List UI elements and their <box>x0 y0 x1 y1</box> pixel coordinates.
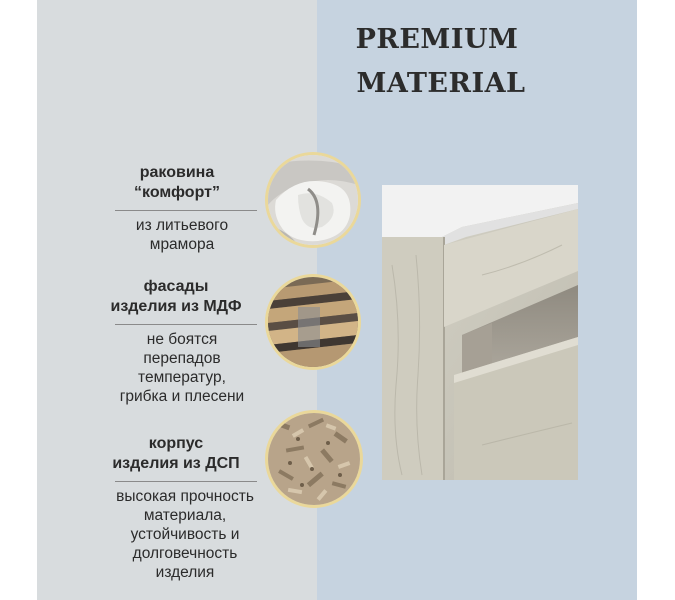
feature-3-desc-line: долговечность <box>132 545 238 562</box>
feature-1-title-line2: “комфорт” <box>134 184 220 201</box>
feature-3-divider <box>115 481 257 482</box>
feature-2-title-line1: фасады <box>143 278 209 295</box>
feature-3-title-line2: изделия из ДСП <box>112 455 240 472</box>
marble-sink-icon <box>265 152 361 248</box>
heading-line-1: PREMIUM <box>355 24 519 55</box>
feature-3-title <box>95 434 257 474</box>
feature-1-divider <box>115 210 257 211</box>
feature-3-description <box>95 487 275 582</box>
feature-3-desc-line: устойчивость и <box>130 526 240 543</box>
cabinet-photo <box>382 185 578 480</box>
feature-2-desc-line: перепадов <box>143 350 221 367</box>
feature-1-title <box>107 163 247 203</box>
feature-3-desc-line: изделия <box>155 564 215 581</box>
heading-line-2: MATERIAL <box>356 68 526 99</box>
feature-1-desc-line: из литьевого <box>135 217 229 234</box>
page-canvas <box>37 0 637 600</box>
chipboard-icon <box>265 410 363 508</box>
feature-2-desc-line: температур, <box>138 369 226 386</box>
mdf-layers-icon <box>265 274 361 370</box>
feature-2-title-line2: изделия из МДФ <box>110 298 242 315</box>
feature-3-desc-line: высокая прочность <box>116 488 254 505</box>
feature-2-desc-line: не боятся <box>146 331 218 348</box>
feature-1-description <box>107 216 257 254</box>
feature-3-title-line1: корпус <box>148 435 204 452</box>
feature-2-description <box>97 330 267 406</box>
feature-1-title-line1: раковина <box>139 164 215 181</box>
feature-3-desc-line: материала, <box>143 507 227 524</box>
feature-2-desc-line: грибка и плесени <box>119 388 245 405</box>
feature-2-divider <box>115 324 257 325</box>
feature-1-desc-line: мрамора <box>149 236 215 253</box>
feature-2-title <box>95 277 257 317</box>
